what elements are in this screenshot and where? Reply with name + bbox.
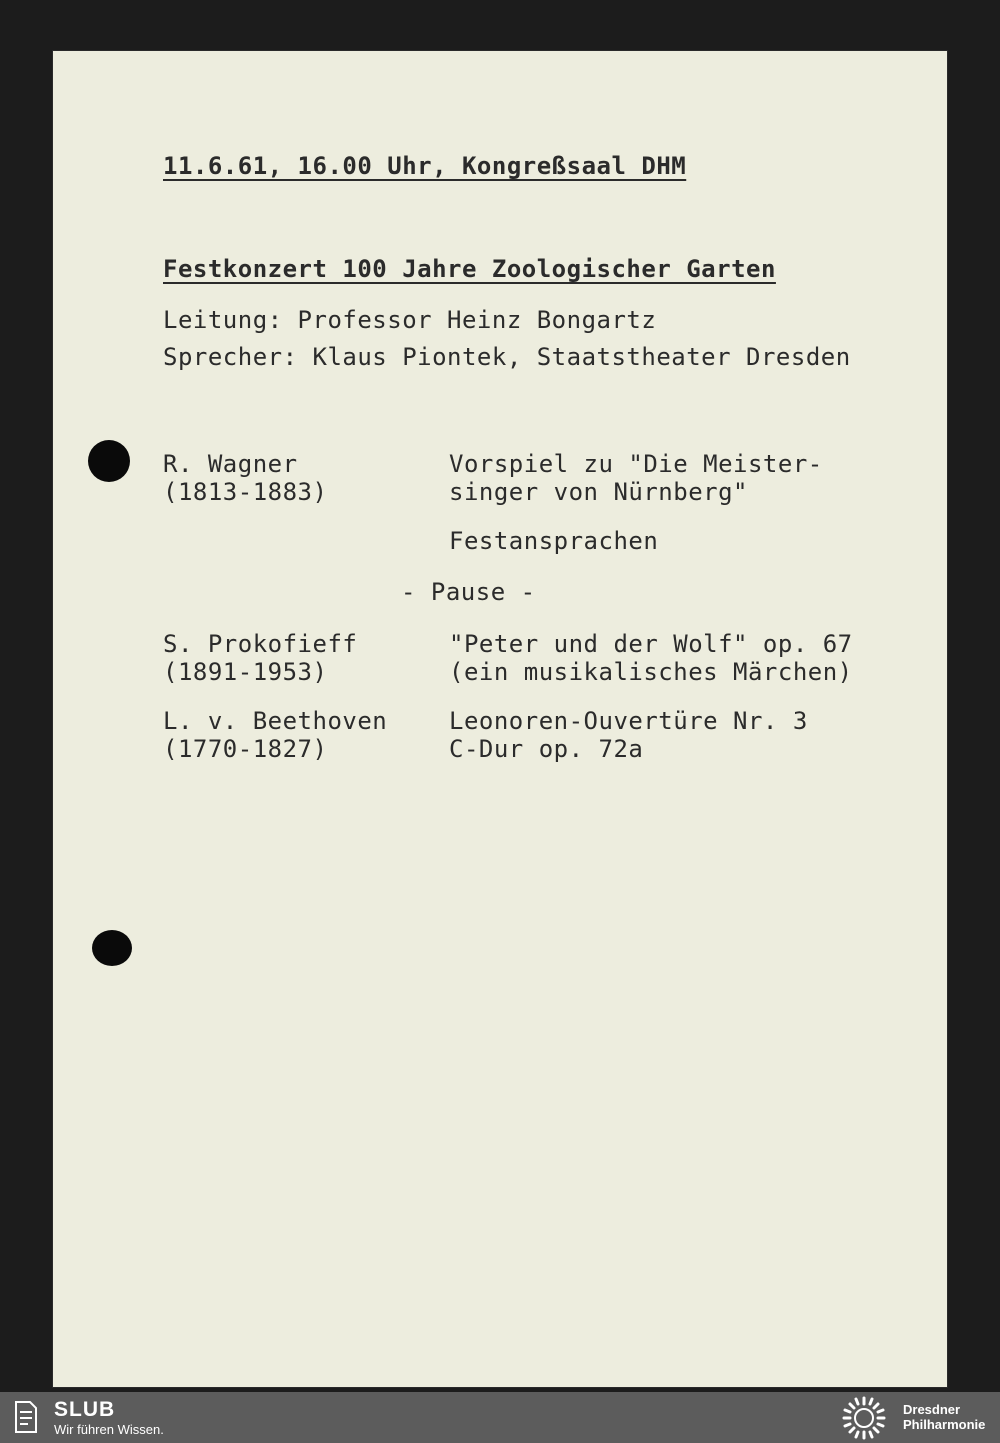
partner-name [903,1402,985,1432]
composer-dates: (1891-1953) [163,658,328,686]
conductor-line: Leitung: Professor Heinz Bongartz [163,306,657,334]
composer-name: R. Wagner [163,450,298,478]
library-tagline: Wir führen Wissen. [54,1422,164,1437]
composer-name: S. Prokofieff [163,630,358,658]
work-title: Vorspiel zu "Die Meister- [449,450,823,478]
composer-name: L. v. Beethoven [163,707,388,735]
library-name: SLUB [54,1398,116,1421]
work-title-cont: C-Dur op. 72a [449,735,644,763]
intermission-line: - Pause - [401,578,536,606]
speaker-line: Sprecher: Klaus Piontek, Staatstheater Dresden [163,343,851,371]
punch-hole-top [88,440,130,482]
partner-name-line1: Dresdner [903,1402,961,1417]
work-title-cont: singer von Nürnberg" [449,478,748,506]
footer-bar [0,1392,1000,1443]
punch-hole-bottom [92,930,132,966]
work-title-cont: (ein musikalisches Märchen) [449,658,853,686]
composer-dates: (1770-1827) [163,735,328,763]
speeches-line: Festansprachen [449,527,659,555]
work-title: "Peter und der Wolf" op. 67 [449,630,853,658]
work-title: Leonoren-Ouvertüre Nr. 3 [449,707,808,735]
slub-logo-icon [12,1400,38,1434]
partner-name-line2: Philharmonie [903,1417,986,1432]
concert-title: Festkonzert 100 Jahre Zoologischer Garten [163,255,776,283]
philharmonie-logo-icon [842,1396,886,1440]
composer-dates: (1813-1883) [163,478,328,506]
event-heading: 11.6.61, 16.00 Uhr, Kongreßsaal DHM [163,152,687,180]
